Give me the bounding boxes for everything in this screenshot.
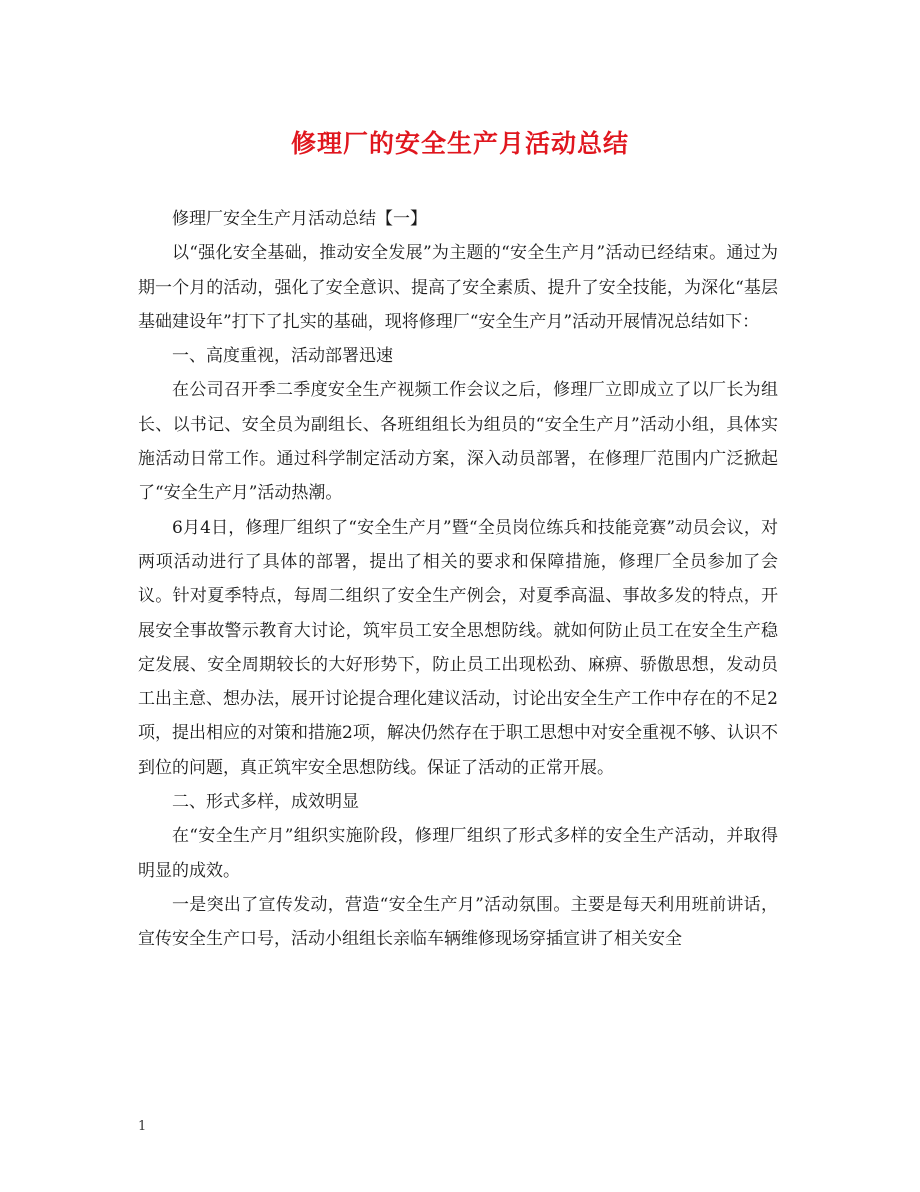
paragraph: 一是突出了宣传发动，营造“安全生产月”活动氛围。主要是每天利用班前讲话，宣传安全生产口号，活动小组组长亲临车辆维修现场穿插宣讲了相关安全	[138, 894, 778, 950]
document-title: 修理厂的安全生产月活动总结	[290, 129, 629, 158]
section-heading: 修理厂安全生产月活动总结【一】	[172, 209, 427, 229]
section-heading: 二、形式多样，成效明显	[172, 792, 359, 813]
paragraph: 在“安全生产月”组织实施阶段，修理厂组织了形式多样的安全生产活动，并取得明显的成效。	[138, 826, 778, 881]
document-body	[138, 202, 778, 957]
paragraph: 以“强化安全基础，推动安全发展”为主题的“安全生产月”活动已经结束。通过为期一个月的活动，强化了安全意识、提高了安全素质、提升了安全技能，为深化“基层基础建设年”打下了扎实的基础，现将修理厂“安全生产月”活动开展情况总结如下：	[138, 243, 778, 332]
paragraph: 在公司召开季二季度安全生产视频工作会议之后，修理厂立即成立了以厂长为组长、以书记、安全员为副组长、各班组组长为组员的“安全生产月”活动小组，具体实施活动日常工作。通过科学制定活动方案，深入动员部署，在修理厂范围内广泛掀起了“安全生产月”活动热潮。	[138, 380, 778, 504]
section-heading: 一、高度重视，活动部署迅速	[172, 346, 393, 367]
page-number: 1	[138, 1119, 147, 1134]
paragraph: 6月4日，修理厂组织了“安全生产月”暨“全员岗位练兵和技能竞赛”动员会议，对两项活动进行了具体的部署，提出了相关的要求和保障措施，修理厂全员参加了会议。针对夏季特点，每周二组织了安全生产例会，对夏季高温、事故多发的特点，开展安全事故警示教育大讨论，筑牢员工安全思想防线。就如何防止员工在安全生产稳定发展、安全周期较长的大好形势下，防止员工出现松劲、麻痹、骄傲思想，发动员工出主意、想办法，展开讨论提合理化建议活动，讨论出安全生产工作中存在的不足2项，提出相应的对策和措施2项，解决仍然存在于职工思想中对安全重视不够、认识不到位的问题，真正筑牢安全思想防线。保证了活动的正常开展。	[138, 517, 778, 778]
